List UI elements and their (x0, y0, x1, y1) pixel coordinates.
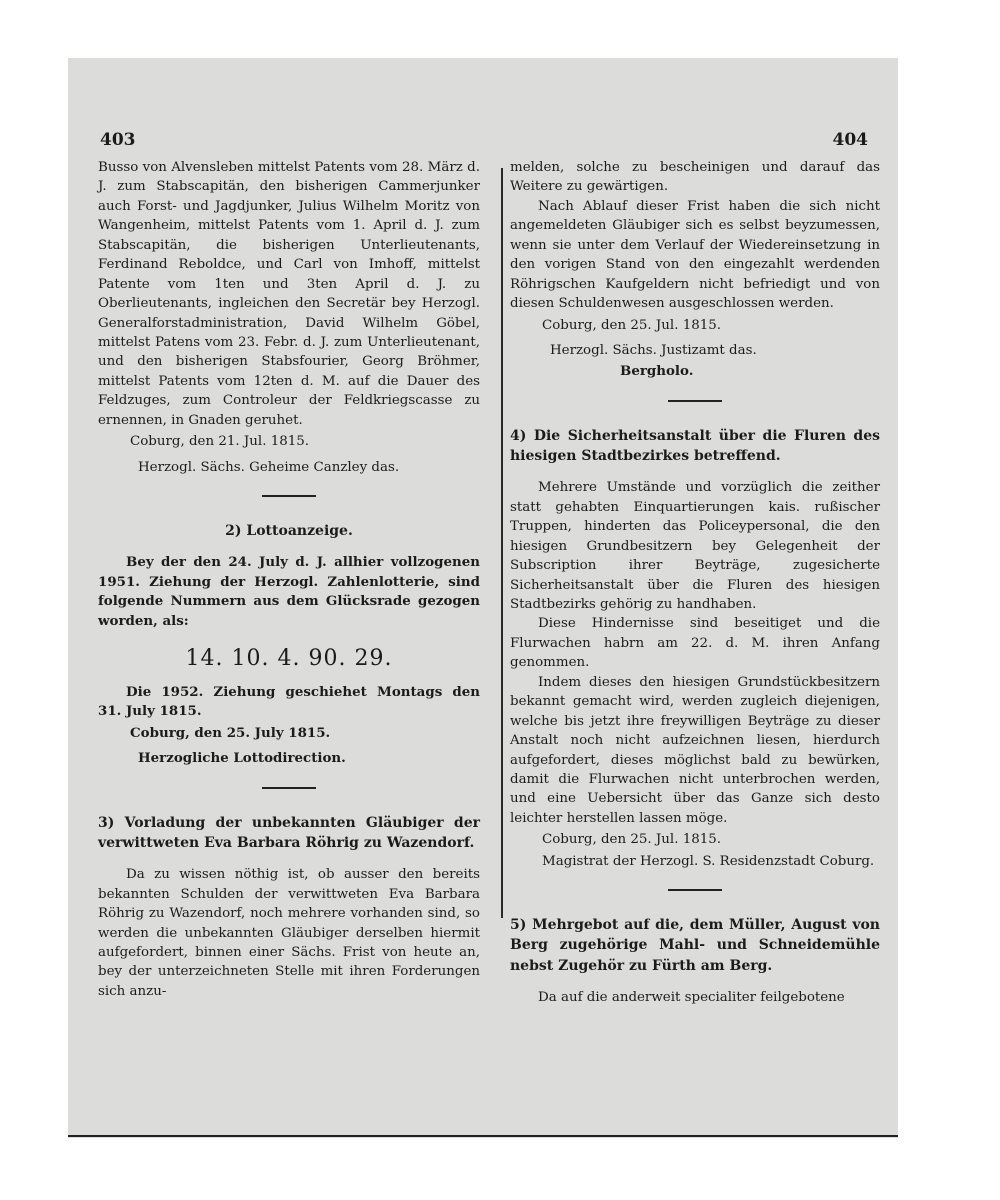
summons-paragraph: Da zu wissen nöthig ist, ob ausser den bereits bekannten Schulden der verwittweten Eva Barbara Röhrig zu Wazendorf, noch mehrere vorhanden sind, so werden die unbekannten Gläubiger derselben hiermit aufgefordert, binnen einer Sächs. Frist von heute an, bey der unterzeichneten Stelle mit ihren Forderungen sich anzu- (98, 867, 480, 999)
section-separator (262, 787, 316, 789)
security-paragraph-2: Diese Hindernisse sind beseitiget und die Flurwachen habrn am 22. d. M. ihren Anfang genommen. (510, 616, 880, 671)
scanned-page (68, 58, 898, 1138)
left-date-1: Coburg, den 21. Jul. 1815. (130, 434, 310, 450)
left-signature-2: Herzogliche Lottodirection. (138, 750, 346, 767)
section-separator (668, 889, 722, 891)
right-date-1: Coburg, den 25. Jul. 1815. (542, 317, 722, 333)
right-column (510, 158, 880, 1007)
security-paragraph-3: Indem dieses den hiesigen Grundstückbesitzern bekannt gemacht wird, werden zugleich diejenigen, welche bis jetzt ihre freywilligen Beyträge zu dieser Anstalt noch nicht aufzeichnen liesen, hierdurch aufgefordert, dieses möglichst bald zu bewürken, damit die Flurwachen nicht unterbrochen werden, und eine Uebersicht über das Ganze sich desto leichter herstellen lassen möge. (510, 674, 880, 826)
lottery-numbers: 14. 10. 4. 90. 29. (185, 646, 393, 672)
left-column (98, 158, 480, 1001)
right-signature-1: Herzogl. Sächs. Justizamt das. (550, 342, 757, 358)
right-signature-2: Magistrat der Herzogl. S. Residenzstadt Coburg. (542, 853, 875, 869)
section-3-heading: 3) Vorladung der unbekannten Gläubiger der verwittweten Eva Barbara Röhrig zu Wazendorf. (98, 814, 480, 851)
right-date-2: Coburg, den 25. Jul. 1815. (542, 832, 722, 848)
left-date-2: Coburg, den 25. July 1815. (130, 724, 331, 741)
section-separator (668, 400, 722, 402)
next-draw-paragraph: Die 1952. Ziehung geschiehet Montags den 31. July 1815. (98, 683, 480, 720)
security-paragraph-1: Mehrere Umstände und vorzüglich die zeither statt gehabten Einquartierungen kais. rußischer Truppen, hinderten das Policeypersonal, die den hiesigen Grundbesitzern bey Gelegenheit der Subscription ihrer Beyträge, zugesicherte Sicherheitsanstalt über die Fluren des hiesigen Stadtbezirks gehörig zu handhaben. (510, 480, 880, 613)
section-2-heading: 2) Lottoanzeige. (225, 523, 353, 539)
left-signature-1: Herzogl. Sächs. Geheime Canzley das. (138, 459, 400, 475)
page-number-left: 403 (100, 130, 136, 150)
column-divider (501, 168, 503, 918)
section-separator (262, 495, 316, 497)
page-number-right: 404 (832, 130, 868, 150)
lottery-paragraph: Bey der den 24. July d. J. allhier vollzogenen 1951. Ziehung der Herzogl. Zahlenlotterie, sind folgende Nummern aus dem Glücksrade gezogen worden, als: (98, 554, 480, 629)
right-paragraph-continuation: melden, solche zu bescheinigen und darauf das Weitere zu gewärtigen. (510, 160, 880, 195)
bottom-border (68, 1135, 898, 1137)
left-paragraph-appointments: Busso von Alvensleben mittelst Patents vom 28. März d. J. zum Stabscapitän, den bisherigen Cammerjunker auch Forst- und Jagdjunker, Julius Wilhelm Moritz von Wangenheim, mittelst Patents vom 1. April d. J. zum Stabscapitän, die bisherigen Unterlieutenants, Ferdinand Reboldce, und Carl von Imhoff, mittelst Patente vom 1ten und 3ten April d. J. zu Oberlieutenants, ingleichen den Secretär bey Herzogl. Generalforstadministration, David Wilhelm Göbel, mittelst Patens vom 23. Febr. d. J. zum Unterlieutenant, und den bisherigen Stabsfourier, Georg Bröhmer, mittelst Patents vom 12ten d. M. auf die Dauer des Feldzuges, zum Controleur der Feldkriegscasse zu ernennen, in Gnaden geruhet. (98, 160, 480, 428)
mill-paragraph: Da auf die anderweit specialiter feilgebotene (538, 990, 845, 1006)
section-4-heading: 4) Die Sicherheitsanstalt über die Fluren des hiesigen Stadtbezirkes betreffend. (510, 427, 880, 465)
deadline-paragraph: Nach Ablauf dieser Frist haben die sich nicht angemeldeten Gläubiger sich es selbst beyzumessen, wenn sie unter dem Verlauf der Wiedereinsetzung in den vorigen Stand von den eingezahlt werdenden Röhrigschen Kaufgeldern nicht befriedigt und von diesen Schuldenwesen ausgeschlossen werden. (510, 198, 880, 312)
section-5-heading: 5) Mehrgebot auf die, dem Müller, August von Berg zugehörige Mahl- und Schneidemühle nebst Zugehör zu Fürth am Berg. (510, 917, 880, 974)
right-signature-1-name: Bergholo. (620, 363, 694, 380)
